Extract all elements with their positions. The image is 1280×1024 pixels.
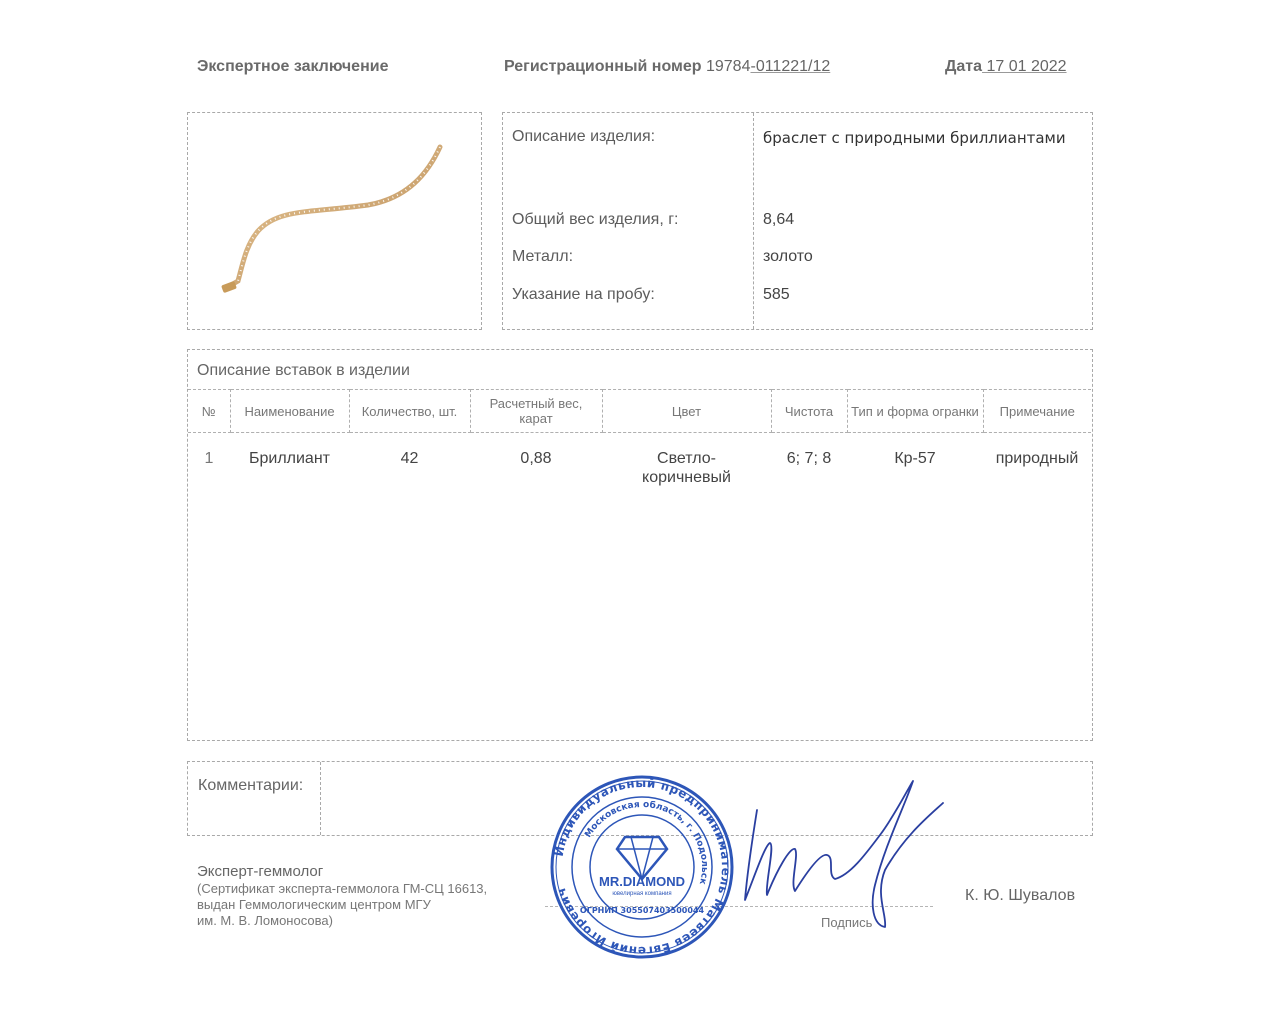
bracelet-image [188,113,481,329]
col-header-weight: Расчетный вес, карат [470,390,602,433]
registration-prefix: 19784 [705,58,751,75]
cell-quantity: 42 [400,450,419,467]
cert-line-3: им. М. В. Ломоносова) [197,913,333,928]
stamp-ring-text: Индивидуальный предприниматель Матвеев Евгений Игоревич [551,775,734,959]
expert-name: К. Ю. Шувалов [965,887,1076,904]
item-photo-box [187,112,482,330]
inserts-header-row [188,390,1091,433]
comments-label: Комментарии: [198,777,304,794]
stamp-brand: MR.DIAMOND [599,874,685,889]
signature-image [735,775,950,935]
col-header-cut: Тип и форма огранки [847,390,983,433]
col-header-quantity: Количество, шт. [349,390,470,433]
cell-color: Светло-коричневый [642,450,731,486]
item-description-box [502,112,1093,330]
company-stamp [545,775,739,959]
cell-weight: 0,88 [520,450,552,467]
cell-clarity: 6; 7; 8 [786,450,832,467]
weight-value: 8,64 [763,211,795,228]
desc-value: браслет с природными бриллиантами [763,129,1066,147]
diamond-icon [617,837,667,879]
desc-label: Описание изделия: [512,128,656,145]
stamp-ogrnip: ОГРНИП 305507403500044 [579,906,705,915]
metal-label: Металл: [512,248,574,265]
date-label: Дата [945,58,983,75]
col-header-note: Примечание [983,390,1091,433]
table-row [188,433,1091,489]
cell-name: Бриллиант [248,450,330,467]
comments-divider [320,762,321,835]
stamp-inner-text: Московская область, г. Подольск [583,799,710,886]
cell-number: 1 [204,450,214,467]
col-header-name: Наименование [230,390,349,433]
inserts-table [188,389,1091,488]
cert-line-1: (Сертификат эксперта-геммолога ГМ-СЦ 16613, [197,881,488,896]
document-title: Экспертное заключение [197,58,389,75]
expert-title: Эксперт-геммолог [197,863,324,880]
metal-value: золото [763,248,813,265]
signature-label: Подпись [821,915,873,930]
probe-label: Указание на пробу: [512,286,655,303]
inserts-title: Описание вставок в изделии [197,362,410,379]
col-header-color: Цвет [602,390,771,433]
probe-value: 585 [763,286,790,303]
cert-line-2: выдан Геммологическим центром МГУ [197,897,431,912]
cell-cut: Кр-57 [894,450,936,467]
inserts-box [187,349,1093,741]
expert-certificate [197,881,487,929]
cell-note: природный [995,450,1079,467]
col-header-clarity: Чистота [771,390,847,433]
registration-label: Регистрационный номер [504,58,702,75]
date-value: 17 01 2022 [982,58,1067,75]
registration-number [504,58,830,76]
column-divider [753,113,754,329]
document-date [945,58,1067,76]
col-header-number: № [188,390,230,433]
registration-suffix: -011221/12 [750,58,831,75]
weight-label: Общий вес изделия, г: [512,211,679,228]
stamp-brand-sub: ювелирная компания [612,891,672,897]
